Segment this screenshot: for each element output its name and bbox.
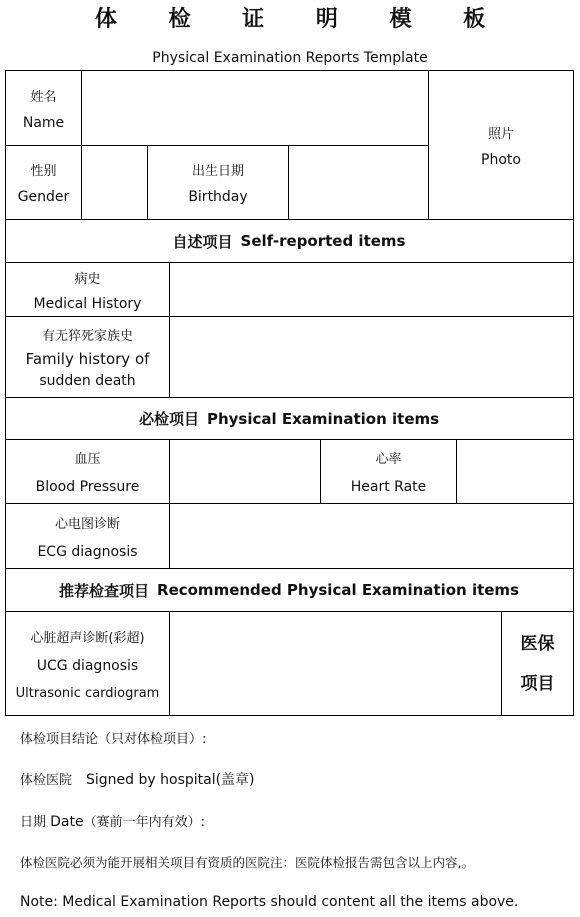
heart-rate-label: 心率 Heart Rate [350,452,427,495]
birthday-value[interactable] [289,146,428,219]
blood-pressure-value[interactable] [170,440,320,503]
insurance-item-label: 医保 项目 [520,633,555,694]
conclusion-note: 体检项目结论（只对体检项目）: [20,732,207,747]
name-value[interactable] [82,71,428,145]
section-physical-examination: 必检项目 Physical Examination items [138,409,440,428]
hospital-requirement-note: 体检医院必须为能开展相关项目有资质的医院注：医院体检报告需包含以上内容,。 [20,855,474,870]
section-recommended: 推荐检查项目 Recommended Physical Examination items [59,581,519,600]
family-history-label: 有无猝死家族史 Family history of sudden death [25,329,150,389]
gender-value[interactable] [82,146,147,219]
heart-rate-value[interactable] [457,440,573,503]
hospital-signature-line: 体检医院 Signed by hospital(盖章) [20,772,255,788]
family-history-value[interactable] [170,317,573,397]
date-line: 日期 Date（赛前一年内有效）: [20,814,206,830]
ecg-label: 心电图诊断 ECG diagnosis [37,516,138,560]
birthday-label: 出生日期 Birthday [188,164,248,205]
gender-label: 性别 Gender [17,164,70,205]
medical-history-value[interactable] [170,263,573,316]
photo-area[interactable]: 照片 Photo [481,126,521,168]
blood-pressure-label: 血压 Blood Pressure [35,452,140,495]
document-subtitle: Physical Examination Reports Template [152,50,428,66]
ecg-value[interactable] [170,504,573,568]
name-label: 姓名 Name [22,89,65,131]
ucg-label: 心脏超声诊断(彩超) UCG diagnosis Ultrasonic cardiogram [15,630,160,701]
document-title: 体 检 证 明 模 板 [94,7,508,32]
medical-history-label: 病史 Medical History [33,271,142,312]
section-self-reported: 自述项目 Self-reported items [172,232,406,251]
english-note: Note: Medical Examination Reports should content all the items above. [20,894,519,910]
ucg-value[interactable] [170,612,501,715]
